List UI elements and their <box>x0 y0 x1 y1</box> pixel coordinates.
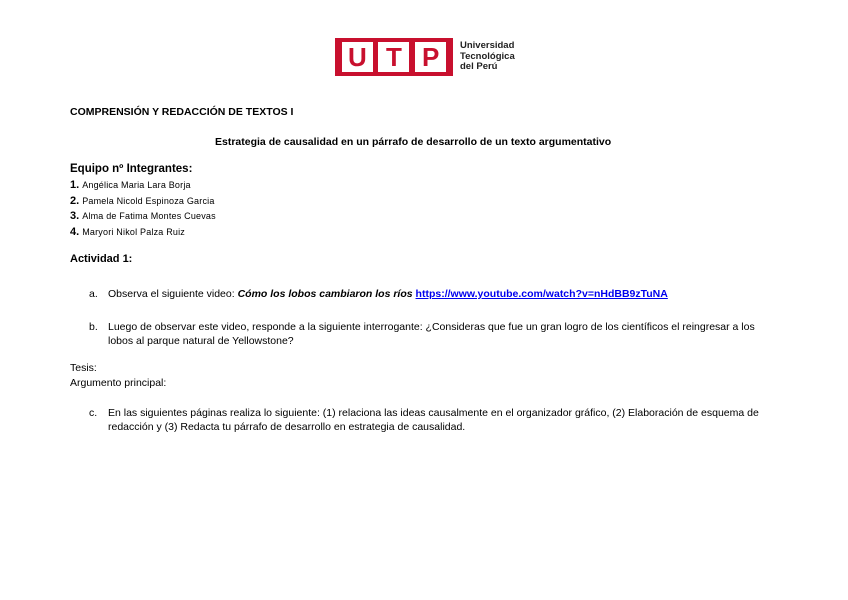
item-letter: c. <box>89 407 98 419</box>
item-c-text: En las siguientes páginas realiza lo siguiente: (1) relaciona las ideas causalmente en el organizador gráfico, (2) Elaboración de esquema de redacción y (3) Redacta tu párrafo de desarrollo en estrategia de causalidad. <box>108 407 759 433</box>
member-number: 1. <box>70 179 80 191</box>
logo-text-line: Tecnológica <box>460 50 515 62</box>
video-link[interactable]: https://www.youtube.com/watch?v=nHdBB9zTuNA <box>415 288 668 300</box>
utp-logo-text <box>460 41 515 73</box>
team-member <box>70 209 216 225</box>
item-letter: a. <box>89 288 98 300</box>
activity-item-c <box>89 406 769 434</box>
member-name: Angélica Maria Lara Borja <box>82 180 191 190</box>
member-number: 2. <box>70 194 80 207</box>
item-b-text: Luego de observar este video, responde a la siguiente interrogante: ¿Consideras que fue un gran logro de los científicos el reingresar a los lobos al parque natural de Yellowstone? <box>108 321 755 347</box>
team-member <box>70 194 216 210</box>
course-title: COMPRENSIÓN Y REDACCIÓN DE TEXTOS I <box>70 106 294 118</box>
team-member <box>70 178 216 194</box>
utp-logo <box>335 38 515 76</box>
member-name: Alma de Fatima Montes Cuevas <box>82 211 216 221</box>
activity-item-a <box>89 287 769 301</box>
utp-logo-mark <box>335 38 453 76</box>
logo-letter-p: P <box>415 42 446 72</box>
argumento-label: Argumento principal: <box>70 377 167 389</box>
team-heading: Equipo nº Integrantes: <box>70 163 193 175</box>
logo-text-line: Universidad <box>460 40 515 52</box>
member-name: Pamela Nicold Espinoza Garcia <box>82 195 215 206</box>
tesis-label: Tesis: <box>70 362 97 374</box>
team-members-list <box>70 178 216 240</box>
activity-item-b <box>89 320 769 348</box>
item-letter: b. <box>89 321 98 333</box>
member-number: 3. <box>70 210 80 222</box>
team-member <box>70 225 216 241</box>
activity-heading: Actividad 1: <box>70 253 133 265</box>
logo-letter-t: T <box>378 42 409 72</box>
member-name: Maryori Nikol Palza Ruiz <box>82 226 186 237</box>
video-title: Cómo los lobos cambiaron los ríos <box>237 288 413 300</box>
logo-text-line: del Perú <box>460 61 498 73</box>
item-a-text: Observa el siguiente video: <box>108 288 238 300</box>
logo-letter-u: U <box>342 42 373 72</box>
member-number: 4. <box>70 225 80 238</box>
document-subtitle: Estrategia de causalidad en un párrafo de desarrollo de un texto argumentativo <box>215 136 612 148</box>
item-body <box>108 287 769 301</box>
